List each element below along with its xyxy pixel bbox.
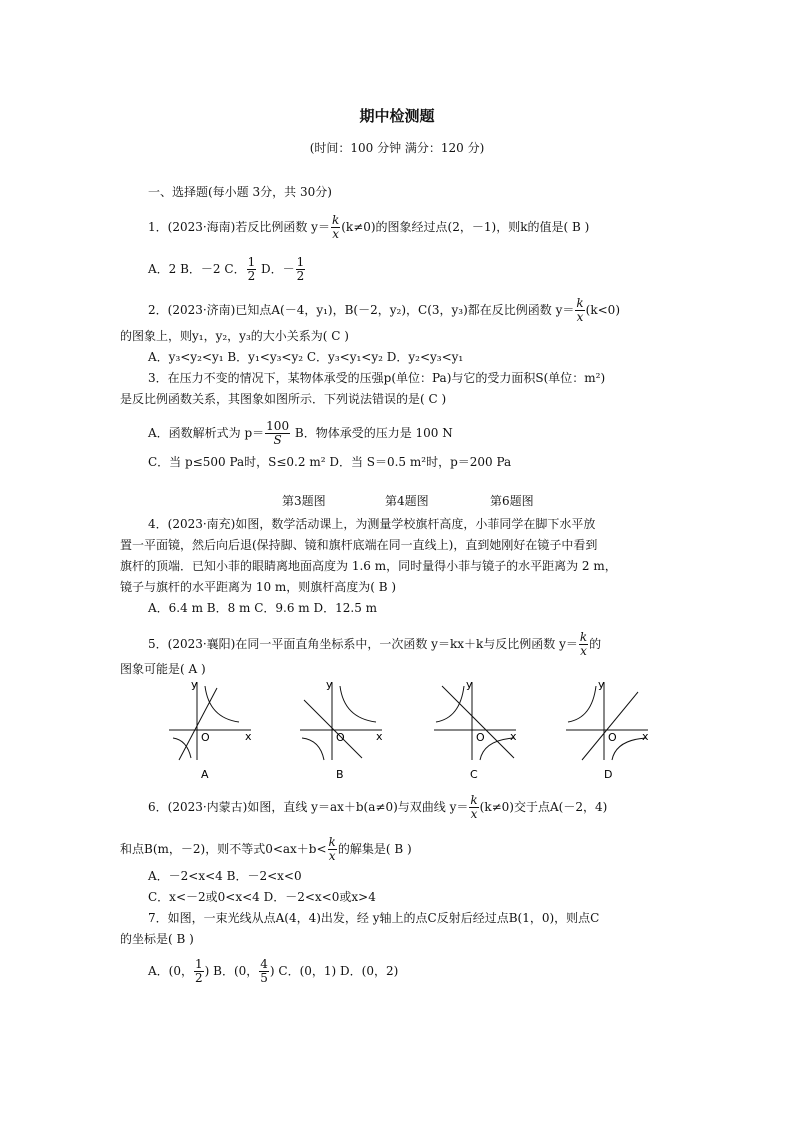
q5d-origin: O (608, 731, 617, 744)
q5-frac-num: k (579, 630, 588, 644)
exam-info: (时间：100 分钟 满分：120 分) (309, 141, 485, 155)
q5b-origin: O (336, 731, 345, 744)
q1-options (148, 256, 306, 283)
q5b-label: B (336, 768, 344, 781)
q6-frac-den: x (470, 807, 478, 821)
q7-opts-rest: ) C．(0，1) D．(0，2) (269, 964, 399, 978)
q1-d-num: 1 (296, 255, 305, 269)
q3-options-ab (148, 420, 453, 447)
q3-line1: 3．在压力不变的情况下，某物体承受的压强p(单位：Pa)与它的受力面积S(单位：m²) (148, 371, 606, 385)
figure-label-q6: 第6题图 (490, 494, 534, 508)
q6-stem-post: (k≠0)交于点A(－2，4) (479, 800, 608, 814)
q7-b-den: 5 (260, 971, 268, 985)
q6-l2-pre: 和点B(m，－2)，则不等式0<ax＋b< (120, 842, 327, 856)
q5c-label: C (470, 768, 478, 781)
q7-opt-b-fraction (259, 958, 269, 985)
q7-b-num: 4 (260, 957, 268, 971)
question-6 (148, 794, 607, 821)
q7-opt-b-pre: ) B．(0， (204, 964, 259, 978)
q6-l2-den: x (328, 849, 336, 863)
q2-stem-post: (k<0) (585, 303, 620, 317)
q5a-origin: O (201, 731, 210, 744)
q6-l2-num: k (328, 835, 336, 849)
q1-d-den: 2 (296, 269, 305, 283)
q4-line3: 旗杆的顶端．已知小菲的眼睛离地面高度为 1.6 m，同时量得小菲与镜子的水平距离为 2 m， (120, 559, 617, 573)
q1-stem-post: (k≠0)的图象经过点(2，－1)，则k的值是( B ) (341, 220, 590, 234)
q5c-axis-x: x (510, 730, 517, 743)
q1-opt-d-fraction (296, 256, 306, 283)
q5-graph-d (562, 678, 652, 782)
q2-stem-pre: 2．(2023·济南)已知点A(－4，y₁)，B(－2，y₂)，C(3，y₃)都在反比例函数 y＝ (148, 303, 575, 317)
figure-label-q4: 第4题图 (385, 494, 429, 508)
q5-stem-pre: 5．(2023·襄阳)在同一平面直角坐标系中，一次函数 y＝kx＋k与反比例函数 y＝ (148, 637, 578, 651)
q2-fraction (575, 297, 584, 324)
q1-opt-d-pre: D．－ (257, 262, 295, 276)
q4-line4: 镜子与旗杆的水平距离为 10 m，则旗杆高度为( B ) (120, 580, 397, 594)
q5d-axis-x: x (642, 730, 649, 743)
q1-stem-pre: 1．(2023·海南)若反比例函数 y＝ (148, 220, 330, 234)
q5a-label: A (201, 768, 209, 781)
q1-c-den: 2 (247, 269, 256, 283)
q3-line2: 是反比例函数关系，其图象如图所示．下列说法错误的是( C ) (120, 392, 447, 406)
q3-a-den: S (273, 433, 282, 447)
q5-graph-a (165, 678, 255, 782)
q5-frac-den: x (580, 644, 587, 658)
question-5 (148, 631, 601, 658)
q7-line1: 7．如图，一束光线从点A(4，4)出发，经 y轴上的点C反射后经过点B(1，0)，则点C (148, 911, 600, 925)
q6-l2-fraction (328, 836, 337, 863)
q5-graph-c (430, 678, 520, 782)
q6-frac-num: k (470, 793, 478, 807)
q2-options: A．y₃<y₂<y₁ B．y₁<y₃<y₂ C．y₃<y₁<y₂ D．y₂<y₃<y₁ (148, 350, 464, 364)
q4-line2: 置一平面镜，然后向后退(保持脚、镜和旗杆底端在同一直线上)，直到她刚好在镜子中看到 (120, 538, 598, 552)
q1-opt-c-fraction (247, 256, 257, 283)
q3-options-cd: C．当 p≤500 Pa时，S≤0.2 m² D．当 S＝0.5 m²时，p＝200 Pa (148, 455, 512, 469)
section-heading: 一、选择题(每小题 3分，共 30分) (148, 185, 332, 199)
q7-a-num: 1 (194, 957, 203, 971)
q7-opt-a-fraction (194, 958, 204, 985)
q2-frac-den: x (576, 310, 584, 324)
question-2 (148, 297, 620, 324)
q5c-axis-y: y (466, 678, 473, 691)
q6-l2-post: 的解集是( B ) (337, 842, 412, 856)
q5-fraction (579, 631, 588, 658)
q7-opt-a-pre: A．(0， (148, 964, 193, 978)
q1-frac-den: x (332, 227, 339, 241)
q7-options (148, 958, 398, 985)
q5c-origin: O (476, 731, 485, 744)
q6-stem-pre: 6．(2023·内蒙古)如图，直线 y＝ax＋b(a≠0)与双曲线 y＝ (148, 800, 469, 814)
q5d-label: D (604, 768, 613, 781)
q7-a-den: 2 (194, 971, 203, 985)
q5-stem-post: 的 (589, 637, 602, 651)
q5a-axis-y: y (191, 678, 198, 691)
q3-opt-a-pre: A．函数解析式为 p＝ (148, 426, 265, 440)
q5a-axis-x: x (245, 730, 252, 743)
q4-line1: 4．(2023·南充)如图，数学活动课上，为测量学校旗杆高度，小菲同学在脚下水平放 (148, 517, 596, 531)
q6-options-cd: C．x<－2或0<x<4 D．－2<x<0或x>4 (148, 890, 376, 904)
page-title: 期中检测题 (359, 107, 435, 125)
q3-opt-a-fraction (265, 420, 290, 447)
q2-frac-num: k (576, 296, 584, 310)
q5b-axis-y: y (326, 678, 333, 691)
q5d-axis-y: y (598, 678, 605, 691)
q7-line2: 的坐标是( B ) (120, 932, 194, 946)
q6-options-ab: A．－2<x<4 B．－2<x<0 (148, 869, 302, 883)
q3-opt-b: B．物体承受的压力是 100 N (291, 426, 453, 440)
q1-c-num: 1 (247, 255, 256, 269)
q6-fraction (469, 794, 478, 821)
figure-label-q3: 第3题图 (282, 494, 326, 508)
q5b-axis-x: x (376, 730, 383, 743)
q1-fraction (331, 214, 340, 241)
q5-line2: 图象可能是( A ) (120, 662, 206, 676)
q1-opts-ab: A．2 B．－2 C． (148, 262, 246, 276)
q5-graph-b (296, 678, 386, 782)
q1-frac-num: k (331, 213, 340, 227)
q3-a-num: 100 (266, 419, 290, 433)
q2-line2: 的图象上，则y₁，y₂，y₃的大小关系为( C ) (120, 329, 349, 343)
q6-line2 (120, 836, 412, 863)
q4-options: A．6.4 m B．8 m C．9.6 m D．12.5 m (148, 601, 378, 615)
question-1 (148, 214, 589, 241)
